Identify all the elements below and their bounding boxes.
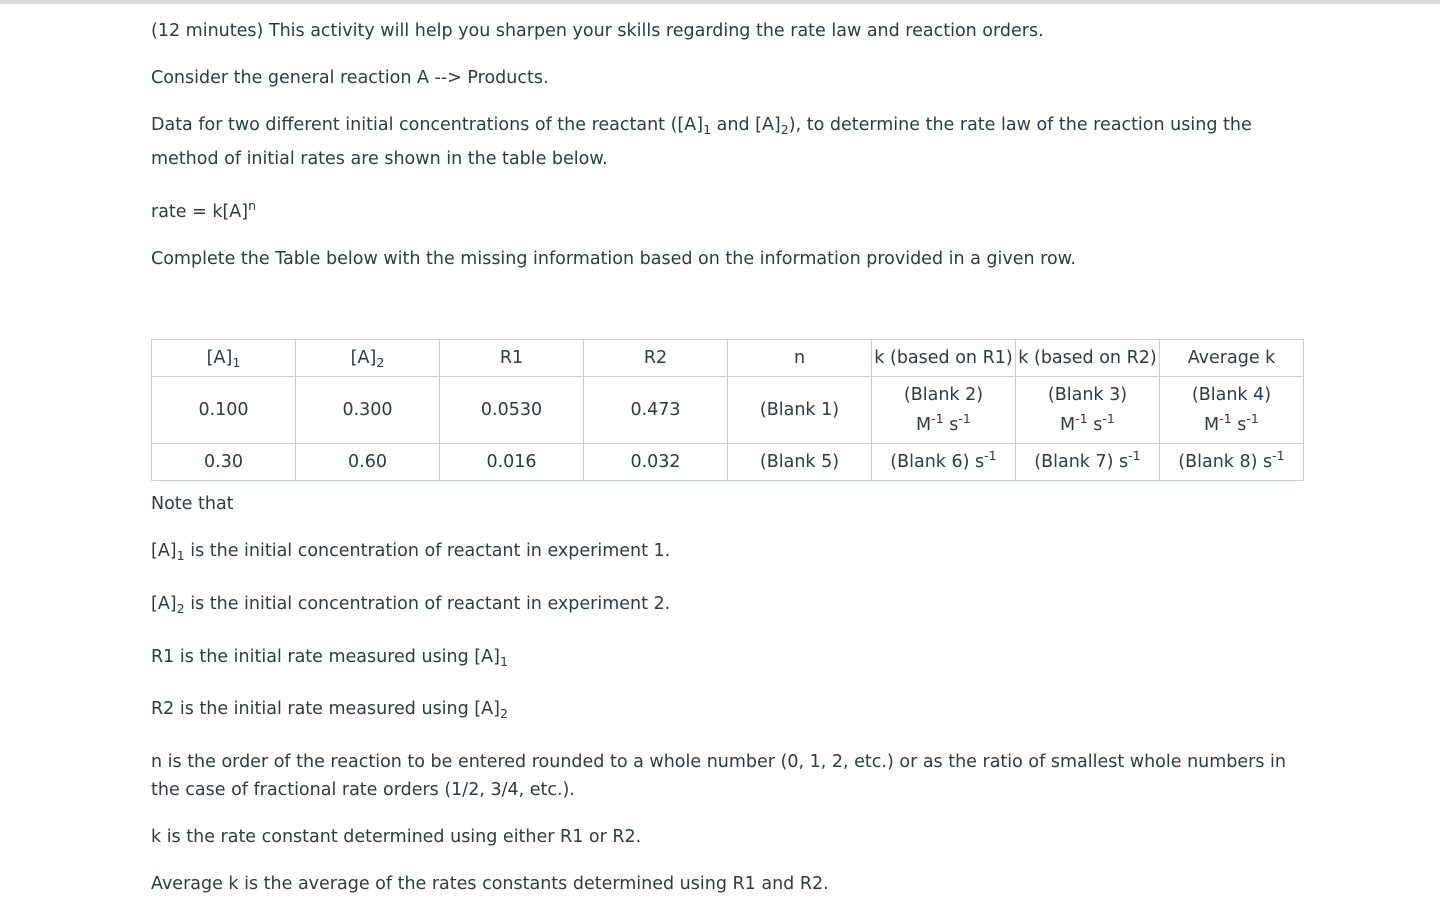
blank-7-label: (Blank 7) s: [1034, 451, 1129, 472]
intro-line2: Consider the general reaction A --> Products.: [151, 68, 549, 88]
blank-3-cell: [1016, 377, 1160, 443]
rate-law-exponent: n: [248, 198, 257, 214]
unit-m: M: [1204, 414, 1220, 435]
blank-6-cell: [872, 443, 1016, 480]
blank-8-cell: [1160, 443, 1304, 480]
unit-s: s: [1231, 414, 1247, 435]
blank-5-cell: (Blank 5): [728, 443, 872, 480]
cell-a2: 0.300: [296, 377, 440, 443]
note-a2-base: [A]: [151, 594, 177, 614]
note-a1-text: is the initial concentration of reactant in experiment 1.: [184, 541, 671, 561]
cell-r1: 0.016: [440, 443, 584, 480]
notes-heading: [151, 492, 234, 516]
notes-heading-text: Note that: [151, 494, 234, 514]
note-k: [151, 825, 641, 849]
unit-s-exp: -1: [1246, 411, 1259, 427]
unit-m-exp: -1: [931, 411, 944, 427]
note-a1: [151, 539, 670, 563]
note-r1: [151, 645, 508, 669]
cell-r2: 0.032: [584, 443, 728, 480]
table-row: [152, 377, 1304, 443]
unit-m: M: [916, 414, 932, 435]
intro-line3-part-a: Data for two different initial concentrations of the reactant ([A]: [151, 115, 704, 135]
header-k-r1: k (based on R1): [872, 340, 1016, 377]
unit-m-exp: -1: [1219, 411, 1232, 427]
note-r2-text: R2 is the initial rate measured using [A]: [151, 699, 500, 719]
blank-2-cell: [872, 377, 1016, 443]
intro-line1: (12 minutes) This activity will help you sharpen your skills regarding the rate law and reaction orders.: [151, 21, 1044, 41]
note-r1-sub: 1: [499, 653, 508, 669]
blank-1-cell: (Blank 1): [728, 377, 872, 443]
header-a1: [152, 340, 296, 377]
unit-s-exp: -1: [958, 411, 971, 427]
table-header-row: [152, 340, 1304, 377]
note-a1-base: [A]: [151, 541, 177, 561]
note-avg-k-text: Average k is the average of the rates constants determined using R1 and R2.: [151, 874, 829, 894]
blank-6-label: (Blank 6) s: [890, 451, 985, 472]
note-a2-text: is the initial concentration of reactant in experiment 2.: [184, 594, 671, 614]
note-k-text: k is the rate constant determined using either R1 or R2.: [151, 827, 642, 847]
header-a1-base: [A]: [206, 348, 233, 369]
intro-line3-part-b: and [A]: [711, 115, 781, 135]
cell-r1: 0.0530: [440, 377, 584, 443]
blank-2-label: (Blank 2): [903, 384, 984, 405]
note-n: [151, 748, 1301, 804]
header-r1: R1: [440, 340, 584, 377]
blank-4-label: (Blank 4): [1191, 384, 1272, 405]
header-k-r2: k (based on R2): [1016, 340, 1160, 377]
note-n-text: n is the order of the reaction to be entered rounded to a whole number (0, 1, 2, etc.) or as the ratio of smallest whole numbers in the case of fractional rate orders (1/2, 3/4, etc.).: [151, 752, 1287, 800]
rate-law: [151, 200, 256, 224]
intro-line3-sub1: 1: [703, 121, 712, 137]
cell-a1: 0.100: [152, 377, 296, 443]
intro-time-text: [151, 19, 1044, 43]
instruction-line: Complete the Table below with the missing information based on the information provided in a given row.: [151, 249, 1076, 269]
note-r1-text: R1 is the initial rate measured using [A]: [151, 647, 500, 667]
unit-m-exp: -1: [1075, 411, 1088, 427]
rate-law-base: rate = k[A]: [151, 202, 249, 222]
cell-a2: 0.60: [296, 443, 440, 480]
blank-3-label: (Blank 3): [1047, 384, 1128, 405]
header-a1-sub: 1: [232, 354, 241, 370]
table-row: [152, 443, 1304, 480]
header-a2-sub: 2: [376, 354, 385, 370]
header-a2-base: [A]: [350, 348, 377, 369]
header-avg-k: Average k: [1160, 340, 1304, 377]
note-r2: [151, 697, 508, 721]
blank-6-exp: -1: [984, 447, 997, 463]
intro-line3-sub2: 2: [780, 121, 789, 137]
intro-data-paragraph: [151, 108, 1301, 176]
cell-r2: 0.473: [584, 377, 728, 443]
note-a2: [151, 592, 670, 616]
header-r2: R2: [584, 340, 728, 377]
blank-8-label: (Blank 8) s: [1178, 451, 1273, 472]
unit-s-exp: -1: [1102, 411, 1115, 427]
unit-s: s: [1087, 414, 1103, 435]
rate-data-table: [151, 339, 1304, 481]
note-avg-k: [151, 872, 829, 896]
top-divider: [0, 0, 1440, 4]
blank-8-exp: -1: [1272, 447, 1285, 463]
blank-7-exp: -1: [1128, 447, 1141, 463]
instruction-text: [151, 247, 1076, 271]
intro-line3-part-c: ), to determine the rate law of the reaction using the method of initial rates are shown in the table below.: [151, 115, 1252, 169]
cell-a1: 0.30: [152, 443, 296, 480]
unit-m: M: [1060, 414, 1076, 435]
blank-4-cell: [1160, 377, 1304, 443]
intro-reaction-text: [151, 66, 549, 90]
note-a2-sub: 2: [176, 600, 185, 616]
unit-s: s: [943, 414, 959, 435]
header-a2: [296, 340, 440, 377]
note-a1-sub: 1: [176, 547, 185, 563]
note-r2-sub: 2: [499, 705, 508, 721]
header-n: n: [728, 340, 872, 377]
blank-7-cell: [1016, 443, 1160, 480]
